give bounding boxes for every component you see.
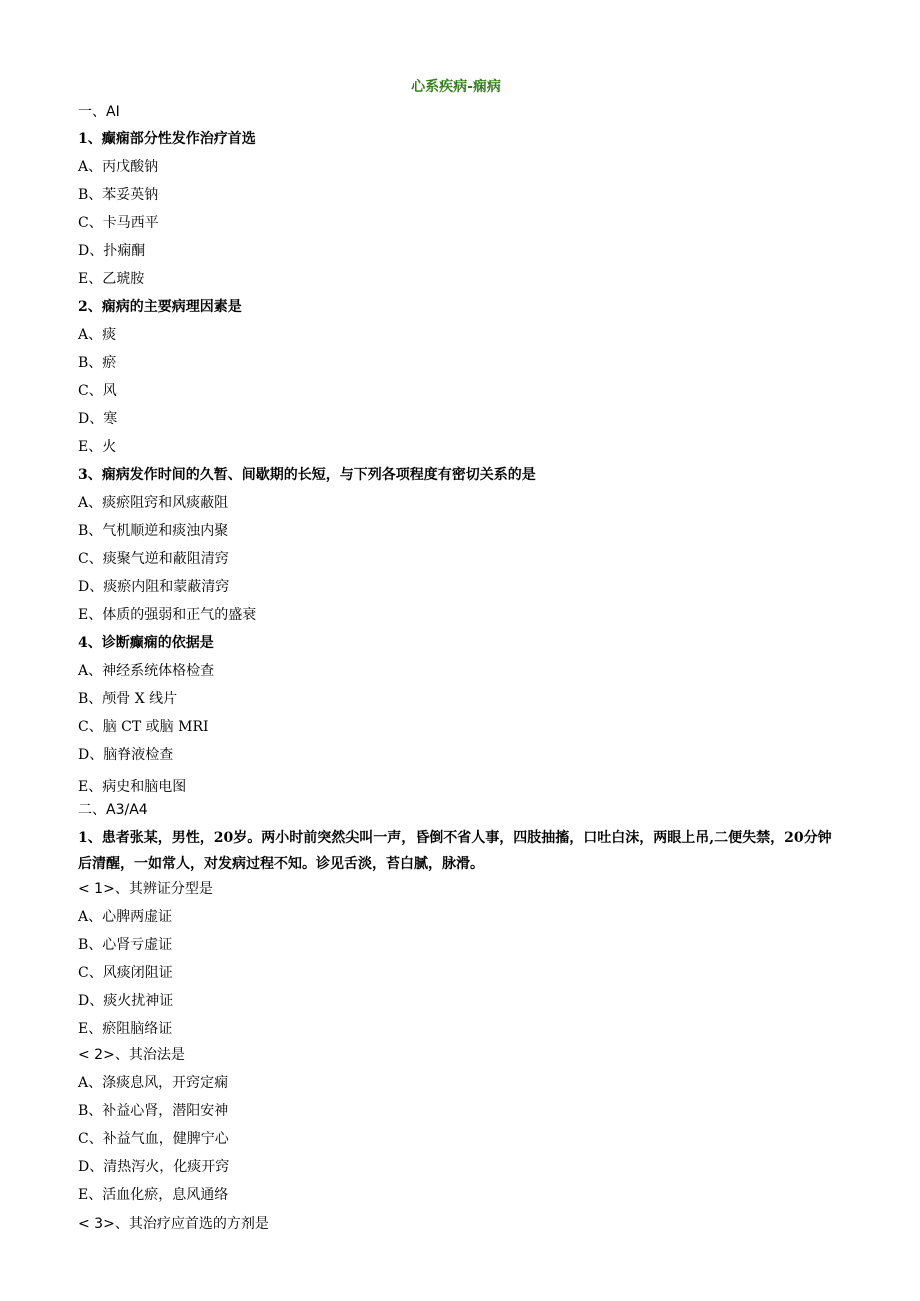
question-2-option-e: E、火 [78, 439, 117, 455]
sub-question-1-option-c: C、风痰闭阻证 [78, 965, 173, 981]
question-4-option-a: A、神经系统体格检查 [78, 663, 215, 679]
sub-question-1-option-e: E、瘀阻脑络证 [78, 1021, 173, 1037]
sub-question-1-option-b: B、心肾亏虚证 [78, 937, 173, 953]
question-2: 2、痫病的主要病理因素是 [78, 299, 242, 315]
section-heading-a1: 一、AI [78, 104, 120, 120]
sub-question-1-option-a: A、心脾两虚证 [78, 909, 173, 925]
section-heading-a3a4: 二、A3/A4 [78, 802, 148, 818]
question-3-option-a: A、痰瘀阻窍和风痰蔽阻 [78, 495, 229, 511]
question-1: 1、癫痫部分性发作治疗首选 [78, 131, 256, 147]
question-1-option-a: A、丙戊酸钠 [78, 159, 159, 175]
question-4-option-e: E、病史和脑电图 [78, 779, 187, 795]
sub-question-2-option-b: B、补益心肾，潜阳安神 [78, 1103, 229, 1119]
question-3: 3、痫病发作时间的久暂、间歇期的长短，与下列各项程度有密切关系的是 [78, 467, 536, 483]
sub-question-2-option-d: D、清热泻火，化痰开窍 [78, 1159, 230, 1175]
question-4: 4、诊断癫痫的依据是 [78, 635, 214, 651]
question-4-option-d: D、脑脊液检查 [78, 747, 174, 763]
sub-question-2-option-c: C、补益气血，健脾宁心 [78, 1131, 229, 1147]
sub-question-3: < 3>、其治疗应首选的方剂是 [78, 1216, 269, 1232]
case-1-stem: 1、患者张某，男性，20岁。两小时前突然尖叫一声，昏倒不省人事，四肢抽搐，口吐白沫，两眼上吊,二便失禁，20分钟后清醒，一如常人，对发病过程不知。诊见舌淡，苔白腻，脉滑。 [78, 830, 832, 872]
sub-question-2-option-e: E、活血化瘀，息风通络 [78, 1187, 229, 1203]
sub-question-2-option-a: A、涤痰息风，开窍定痫 [78, 1075, 229, 1091]
question-3-option-e: E、体质的强弱和正气的盛衰 [78, 607, 257, 623]
question-3-option-c: C、痰聚气逆和蔽阻清窍 [78, 551, 229, 567]
question-2-option-c: C、风 [78, 383, 117, 399]
sub-question-1-option-d: D、痰火扰神证 [78, 993, 174, 1009]
question-4-option-b: B、颅骨 X 线片 [78, 691, 178, 707]
question-2-option-d: D、寒 [78, 411, 118, 427]
question-3-option-d: D、痰瘀内阻和蒙蔽清窍 [78, 579, 230, 595]
question-1-option-d: D、扑痫酮 [78, 243, 146, 259]
question-2-option-b: B、瘀 [78, 355, 117, 371]
question-2-option-a: A、痰 [78, 327, 117, 343]
question-4-option-c: C、脑 CT 或脑 MRI [78, 719, 209, 735]
question-1-option-b: B、苯妥英钠 [78, 187, 159, 203]
question-3-option-b: B、气机顺逆和痰浊内聚 [78, 523, 229, 539]
page-title: 心系疾病-痫病 [411, 79, 501, 95]
question-1-option-c: C、卡马西平 [78, 215, 159, 231]
question-1-option-e: E、乙琥胺 [78, 271, 145, 287]
sub-question-2: < 2>、其治法是 [78, 1047, 185, 1063]
sub-question-1: < 1>、其辨证分型是 [78, 881, 213, 897]
